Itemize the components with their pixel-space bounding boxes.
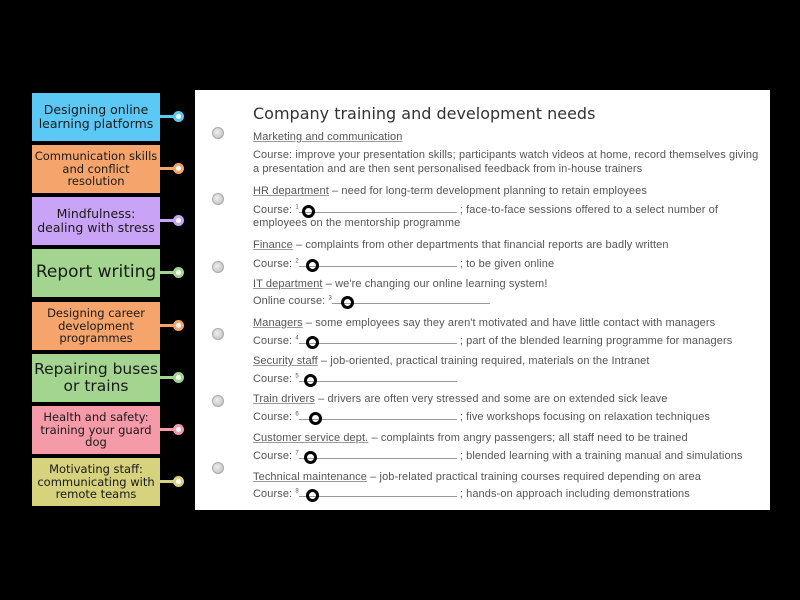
course-prefix: Course: — [253, 373, 296, 385]
connector-dot-icon[interactable] — [173, 267, 184, 278]
connector-dot-icon[interactable] — [173, 476, 184, 487]
course-details: ; five workshops focusing on relaxation techniques — [459, 411, 711, 423]
answer-card[interactable] — [32, 249, 160, 297]
answer-card-label: Health and safety: training your guard dog — [40, 409, 152, 450]
course-prefix: Course: — [253, 488, 296, 500]
department-name: Security staff — [253, 355, 318, 367]
answer-card-label: Report writing — [35, 262, 157, 283]
radio-button[interactable] — [212, 261, 224, 273]
department-name: Train drivers — [253, 393, 316, 405]
radio-button[interactable] — [212, 328, 224, 340]
course-details: ; part of the blended learning programme for managers — [459, 335, 733, 347]
course-prefix: Course: — [253, 204, 296, 216]
course-line — [253, 202, 718, 216]
connector-dot-icon[interactable] — [173, 424, 184, 435]
course-details: employees on the mentorship programme — [253, 217, 461, 229]
department-need: – complaints from angry passengers; all staff need to be trained — [368, 432, 688, 444]
answer-card-label: Motivating staff: communicating with remote teams — [37, 461, 155, 502]
course-line — [253, 256, 554, 270]
connector-dot-icon[interactable] — [173, 320, 184, 331]
answer-blank[interactable] — [299, 409, 457, 420]
answer-card-label: Repairing buses or trains — [34, 359, 158, 395]
answer-blank[interactable] — [299, 202, 457, 213]
connector-dot-icon[interactable] — [173, 163, 184, 174]
course-line — [253, 371, 460, 385]
connector-dot-icon[interactable] — [173, 372, 184, 383]
department-need: – need for long-term development planning to retain employees — [328, 185, 647, 197]
course-line — [253, 333, 732, 347]
course-details: ; blended learning with a training manual and simulations — [459, 450, 743, 462]
answer-card[interactable] — [32, 302, 160, 350]
answer-card[interactable] — [32, 197, 160, 245]
answer-card[interactable] — [32, 458, 160, 506]
answer-blank[interactable] — [299, 256, 457, 267]
radio-button[interactable] — [212, 462, 224, 474]
section-heading — [253, 355, 650, 367]
department-need: – complaints from other departments that financial reports are badly written — [292, 239, 669, 251]
answer-card[interactable] — [32, 145, 160, 193]
course-prefix: Course: — [253, 258, 296, 270]
answer-blank[interactable] — [299, 486, 457, 497]
connector-dot-icon[interactable] — [173, 215, 184, 226]
gap-number: 6 — [295, 411, 299, 418]
gap-number: 4 — [295, 335, 299, 342]
answer-blank[interactable] — [299, 333, 457, 344]
department-need: – drivers are often very stressed and some are on extended sick leave — [315, 393, 668, 405]
drop-target-icon[interactable] — [341, 296, 354, 309]
course-prefix: Course: — [253, 450, 296, 462]
section-heading — [253, 317, 715, 329]
radio-button[interactable] — [212, 395, 224, 407]
gap-number: 5 — [295, 373, 299, 380]
section-heading — [253, 432, 688, 444]
course-details: ; to be given online — [459, 258, 555, 270]
drop-target-icon[interactable] — [302, 205, 315, 218]
worksheet-image — [195, 90, 770, 510]
course-prefix: Online course: — [253, 295, 329, 307]
section-heading — [253, 185, 647, 197]
answer-blank[interactable] — [332, 293, 490, 304]
answer-blank[interactable] — [299, 371, 457, 382]
answer-card-label: Communication skills and conflict resolution — [34, 148, 158, 189]
department-need: – we're changing our online learning system! — [322, 278, 548, 290]
drop-target-icon[interactable] — [306, 336, 319, 349]
connector-dot-icon[interactable] — [173, 111, 184, 122]
answer-card-label: Designing online learning platforms — [38, 102, 154, 131]
gap-number: 3 — [328, 295, 332, 302]
department-name: IT department — [253, 278, 323, 290]
section-heading — [253, 393, 667, 405]
department-need: – job-oriented, practical training required, materials on the Intranet — [317, 355, 650, 367]
department-name: Managers — [253, 317, 303, 329]
drop-target-icon[interactable] — [304, 451, 317, 464]
gap-number: 7 — [295, 450, 299, 457]
answer-blank[interactable] — [299, 448, 457, 459]
answer-card[interactable] — [32, 93, 160, 141]
department-need: – some employees say they aren't motivated and have little contact with managers — [302, 317, 716, 329]
course-line — [253, 448, 743, 462]
worksheet-title: Company training and development needs — [253, 104, 596, 123]
radio-button[interactable] — [212, 127, 224, 139]
department-need: – job-related practical training courses required depending on area — [367, 471, 701, 483]
answer-card[interactable] — [32, 354, 160, 402]
course-description: a presentation and are then sent personalised feedback from in-house trainers — [253, 163, 643, 175]
course-line — [253, 293, 493, 307]
course-prefix: Course: — [253, 411, 296, 423]
gap-number: 2 — [295, 258, 299, 265]
department-name: Customer service dept. — [253, 432, 369, 444]
drop-target-icon[interactable] — [304, 374, 317, 387]
section-heading — [253, 278, 547, 290]
section-heading — [253, 239, 669, 251]
drop-target-icon[interactable] — [306, 259, 319, 272]
answer-card[interactable] — [32, 406, 160, 454]
drop-target-icon[interactable] — [309, 412, 322, 425]
answer-card-label: Mindfulness: dealing with stress — [37, 206, 155, 235]
course-details: ; face-to-face sessions offered to a select number of — [459, 204, 719, 216]
gap-number: 1 — [295, 204, 299, 211]
course-details: ; hands-on approach including demonstrations — [459, 488, 690, 500]
course-description: Course: improve your presentation skills; participants watch videos at home, record themselves giving — [253, 149, 759, 161]
section-heading — [253, 471, 701, 483]
department-name: Marketing and communication — [253, 131, 403, 143]
section-heading — [253, 131, 402, 143]
drop-target-icon[interactable] — [306, 489, 319, 502]
department-name: Technical maintenance — [253, 471, 368, 483]
department-name: Finance — [253, 239, 293, 251]
gap-number: 8 — [295, 488, 299, 495]
department-name: HR department — [253, 185, 329, 197]
course-prefix: Course: — [253, 335, 296, 347]
radio-button[interactable] — [212, 193, 224, 205]
answer-card-label: Designing career development programmes — [47, 305, 145, 346]
